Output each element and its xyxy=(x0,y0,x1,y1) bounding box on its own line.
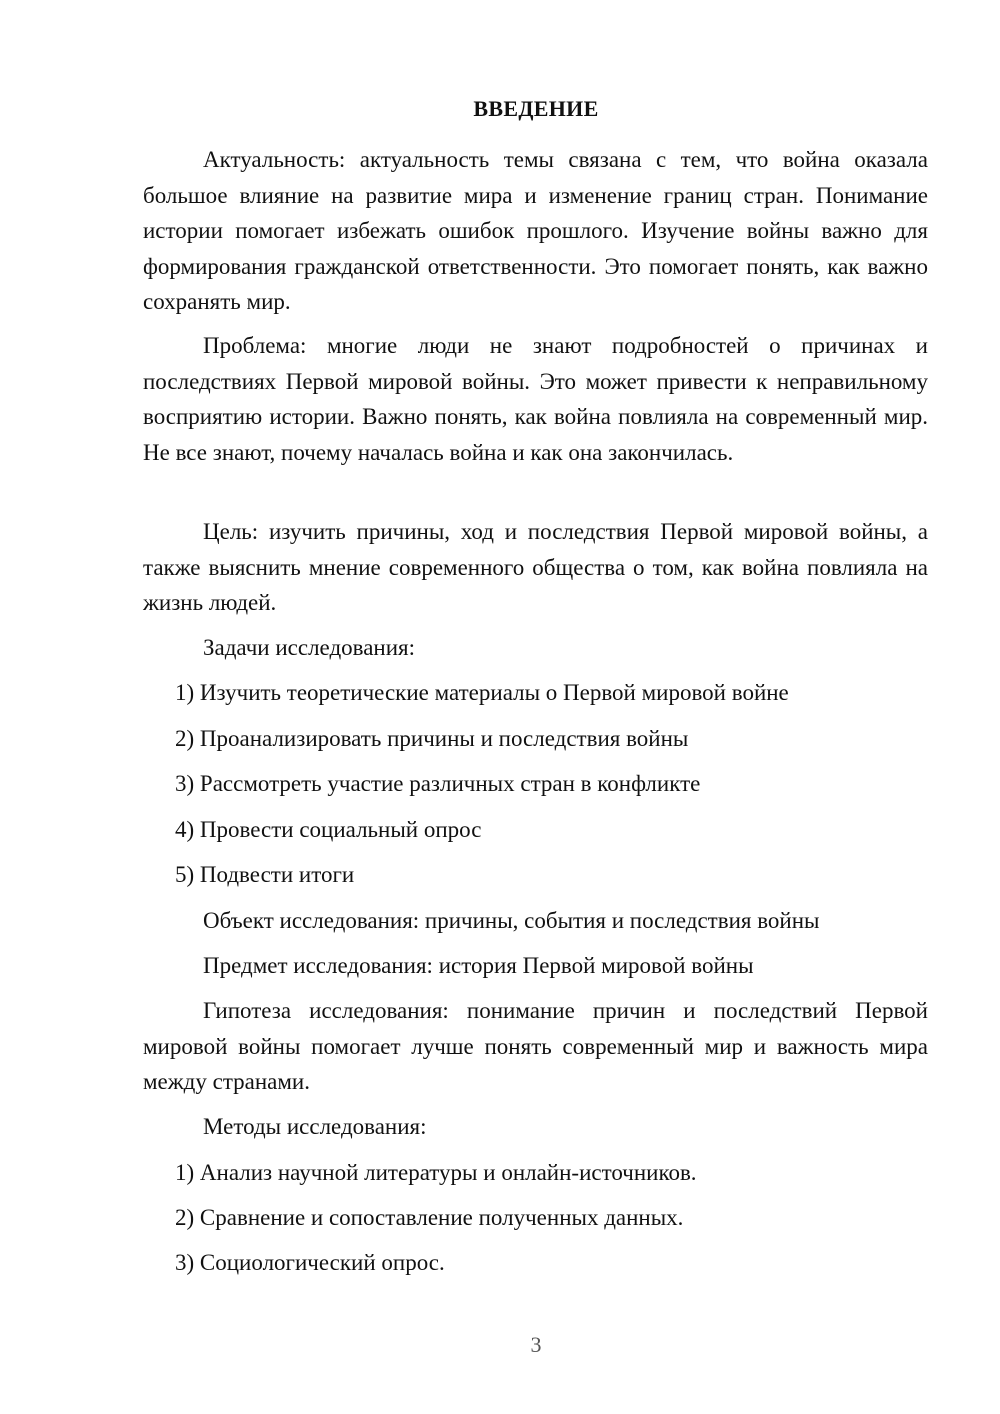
task-item: 5) Подвести итоги xyxy=(175,862,355,887)
method-item: 2) Сравнение и сопоставление полученных данных. xyxy=(175,1205,684,1230)
methods-title: Методы исследования: xyxy=(203,1114,427,1139)
relevance-paragraph: Актуальность: актуальность темы связана с тем, что война оказала большое влияние на развитие мира и изменение границ стран. Понимание истории помогает избежать ошибок прошлого. Изучение войны важно для формирования гражданской ответственности. Это помогает понять, как важно сохранять мир. xyxy=(143,147,928,314)
section-heading: ВВЕДЕНИЕ xyxy=(473,96,599,121)
problem-paragraph: Проблема: многие люди не знают подробностей о причинах и последствиях Первой мировой войны. Это может привести к неправильному восприятию истории. Важно понять, как война повлияла на современный мир. Не все знают, почему началась война и как она закончилась. xyxy=(143,333,928,465)
task-item: 3) Рассмотреть участие различных стран в конфликте xyxy=(175,771,701,796)
task-item: 1) Изучить теоретические материалы о Первой мировой войне xyxy=(175,680,789,705)
goal-paragraph: Цель: изучить причины, ход и последствия Первой мировой войны, а также выяснить мнение современного общества о том, как война повлияла на жизнь людей. xyxy=(143,519,928,615)
method-item: 1) Анализ научной литературы и онлайн-источников. xyxy=(175,1160,697,1185)
task-item: 2) Проанализировать причины и последствия войны xyxy=(175,726,689,751)
tasks-title: Задачи исследования: xyxy=(203,635,416,660)
subject-line: Предмет исследования: история Первой мировой войны xyxy=(203,953,754,978)
object-line: Объект исследования: причины, события и последствия войны xyxy=(203,908,820,933)
hypothesis-paragraph: Гипотеза исследования: понимание причин и последствий Первой мировой войны помогает лучше понять современный мир и важность мира между странами. xyxy=(143,998,928,1094)
method-item: 3) Социологический опрос. xyxy=(175,1250,445,1275)
task-item: 4) Провести социальный опрос xyxy=(175,817,482,842)
page-number: 3 xyxy=(530,1332,542,1357)
